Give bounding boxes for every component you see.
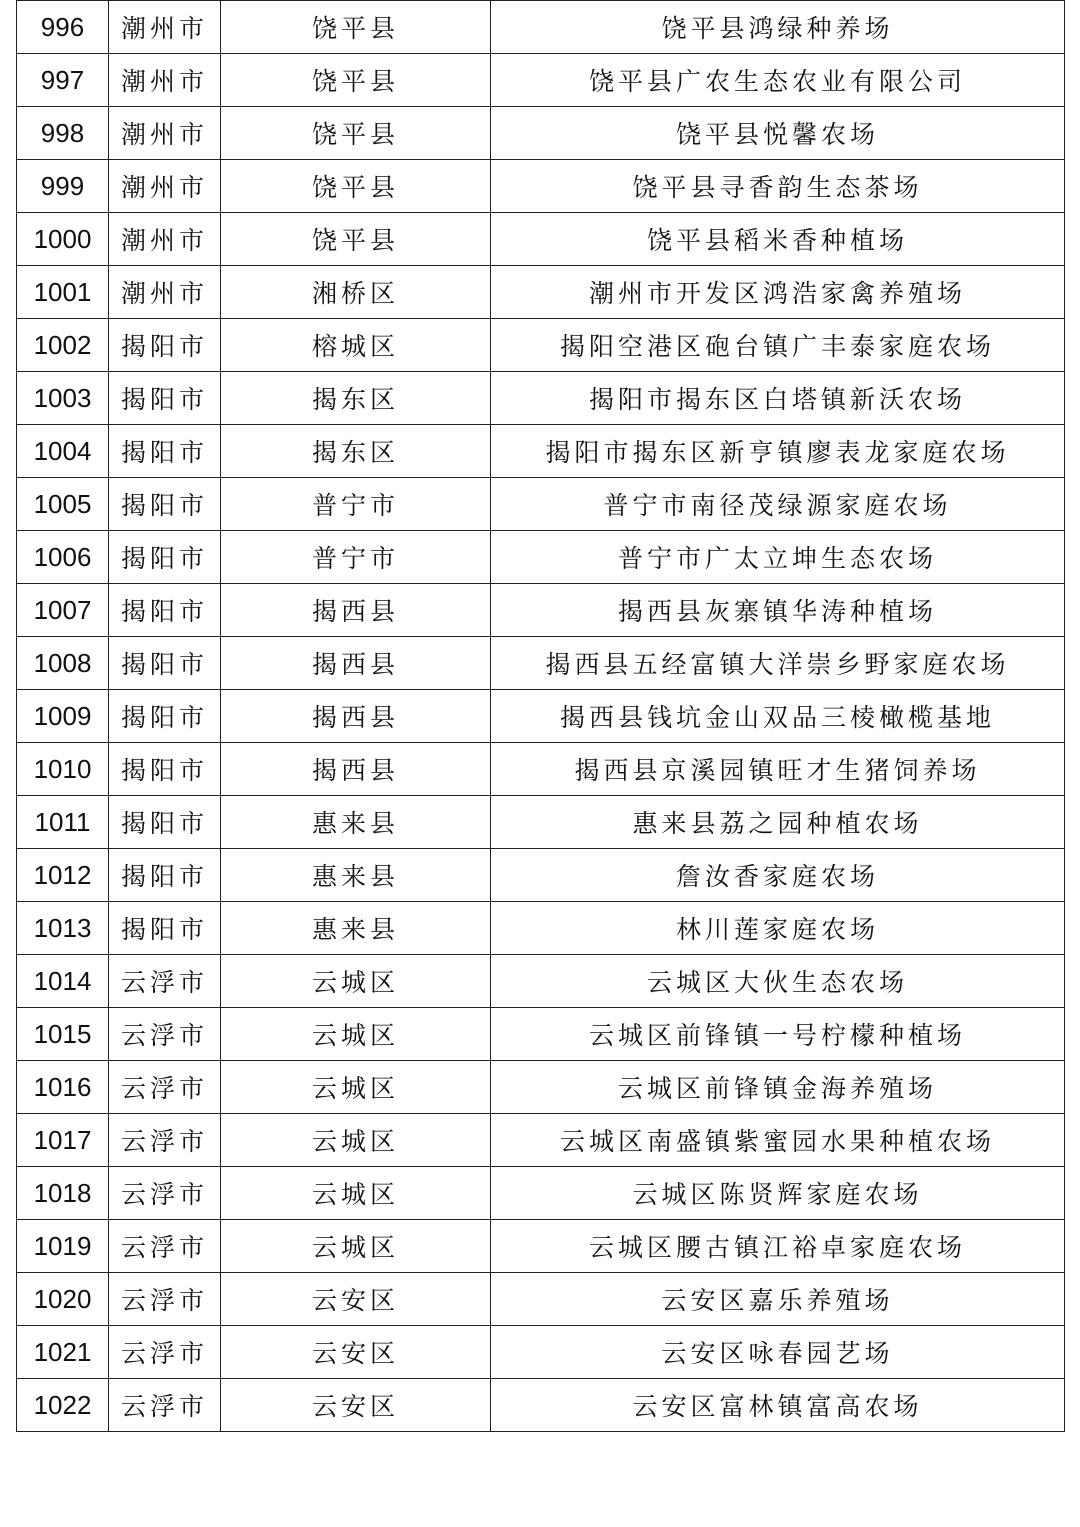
table-row xyxy=(17,849,1065,902)
city-cell: 潮州市 xyxy=(109,54,221,107)
city-cell: 潮州市 xyxy=(109,266,221,319)
table-row xyxy=(17,319,1065,372)
city-cell: 潮州市 xyxy=(109,107,221,160)
row-number: 1002 xyxy=(17,319,109,372)
county-cell: 饶平县 xyxy=(221,213,491,266)
table-row xyxy=(17,1273,1065,1326)
county-cell: 榕城区 xyxy=(221,319,491,372)
farm-name-cell: 云安区咏春园艺场 xyxy=(491,1326,1065,1379)
city-cell: 云浮市 xyxy=(109,1379,221,1432)
document-page xyxy=(16,0,1064,1432)
city-cell: 揭阳市 xyxy=(109,319,221,372)
county-cell: 云城区 xyxy=(221,1220,491,1273)
county-cell: 揭东区 xyxy=(221,372,491,425)
farm-list-table xyxy=(16,0,1065,1432)
county-cell: 揭西县 xyxy=(221,637,491,690)
row-number: 1019 xyxy=(17,1220,109,1273)
row-number: 1018 xyxy=(17,1167,109,1220)
county-cell: 惠来县 xyxy=(221,796,491,849)
county-cell: 饶平县 xyxy=(221,160,491,213)
city-cell: 云浮市 xyxy=(109,1167,221,1220)
city-cell: 揭阳市 xyxy=(109,796,221,849)
county-cell: 饶平县 xyxy=(221,54,491,107)
county-cell: 揭西县 xyxy=(221,584,491,637)
county-cell: 惠来县 xyxy=(221,849,491,902)
farm-name-cell: 云城区腰古镇江裕卓家庭农场 xyxy=(491,1220,1065,1273)
table-row xyxy=(17,1008,1065,1061)
row-number: 1001 xyxy=(17,266,109,319)
table-row xyxy=(17,531,1065,584)
city-cell: 揭阳市 xyxy=(109,372,221,425)
table-row xyxy=(17,1326,1065,1379)
city-cell: 云浮市 xyxy=(109,1061,221,1114)
farm-name-cell: 云城区大伙生态农场 xyxy=(491,955,1065,1008)
row-number: 1011 xyxy=(17,796,109,849)
farm-name-cell: 云城区前锋镇一号柠檬种植场 xyxy=(491,1008,1065,1061)
row-number: 1016 xyxy=(17,1061,109,1114)
farm-name-cell: 饶平县寻香韵生态茶场 xyxy=(491,160,1065,213)
farm-name-cell: 潮州市开发区鸿浩家禽养殖场 xyxy=(491,266,1065,319)
table-row xyxy=(17,478,1065,531)
table-row xyxy=(17,690,1065,743)
county-cell: 揭东区 xyxy=(221,425,491,478)
farm-name-cell: 揭西县灰寨镇华涛种植场 xyxy=(491,584,1065,637)
county-cell: 云城区 xyxy=(221,1008,491,1061)
farm-name-cell: 林川莲家庭农场 xyxy=(491,902,1065,955)
city-cell: 揭阳市 xyxy=(109,584,221,637)
row-number: 1003 xyxy=(17,372,109,425)
row-number: 1000 xyxy=(17,213,109,266)
county-cell: 湘桥区 xyxy=(221,266,491,319)
county-cell: 云安区 xyxy=(221,1326,491,1379)
row-number: 999 xyxy=(17,160,109,213)
farm-name-cell: 云安区嘉乐养殖场 xyxy=(491,1273,1065,1326)
city-cell: 云浮市 xyxy=(109,955,221,1008)
farm-name-cell: 云城区南盛镇紫蜜园水果种植农场 xyxy=(491,1114,1065,1167)
county-cell: 普宁市 xyxy=(221,478,491,531)
row-number: 1017 xyxy=(17,1114,109,1167)
farm-name-cell: 云城区前锋镇金海养殖场 xyxy=(491,1061,1065,1114)
row-number: 1021 xyxy=(17,1326,109,1379)
table-row xyxy=(17,584,1065,637)
table-row xyxy=(17,160,1065,213)
table-row xyxy=(17,637,1065,690)
city-cell: 揭阳市 xyxy=(109,849,221,902)
farm-name-cell: 揭阳市揭东区新亨镇廖表龙家庭农场 xyxy=(491,425,1065,478)
county-cell: 云城区 xyxy=(221,1167,491,1220)
row-number: 1015 xyxy=(17,1008,109,1061)
row-number: 1007 xyxy=(17,584,109,637)
table-row xyxy=(17,955,1065,1008)
county-cell: 云安区 xyxy=(221,1379,491,1432)
city-cell: 揭阳市 xyxy=(109,690,221,743)
city-cell: 揭阳市 xyxy=(109,902,221,955)
farm-name-cell: 揭西县京溪园镇旺才生猪饲养场 xyxy=(491,743,1065,796)
county-cell: 云城区 xyxy=(221,1114,491,1167)
table-row xyxy=(17,1,1065,54)
row-number: 998 xyxy=(17,107,109,160)
farm-name-cell: 饶平县鸿绿种养场 xyxy=(491,1,1065,54)
farm-name-cell: 揭西县五经富镇大洋崇乡野家庭农场 xyxy=(491,637,1065,690)
county-cell: 揭西县 xyxy=(221,690,491,743)
row-number: 1020 xyxy=(17,1273,109,1326)
city-cell: 云浮市 xyxy=(109,1273,221,1326)
row-number: 997 xyxy=(17,54,109,107)
city-cell: 揭阳市 xyxy=(109,637,221,690)
city-cell: 潮州市 xyxy=(109,213,221,266)
city-cell: 揭阳市 xyxy=(109,531,221,584)
city-cell: 云浮市 xyxy=(109,1114,221,1167)
farm-name-cell: 詹汝香家庭农场 xyxy=(491,849,1065,902)
farm-name-cell: 饶平县悦馨农场 xyxy=(491,107,1065,160)
table-row xyxy=(17,372,1065,425)
city-cell: 揭阳市 xyxy=(109,743,221,796)
farm-name-cell: 揭阳市揭东区白塔镇新沃农场 xyxy=(491,372,1065,425)
row-number: 1022 xyxy=(17,1379,109,1432)
farm-name-cell: 惠来县荔之园种植农场 xyxy=(491,796,1065,849)
table-row xyxy=(17,743,1065,796)
row-number: 1013 xyxy=(17,902,109,955)
county-cell: 揭西县 xyxy=(221,743,491,796)
table-row xyxy=(17,266,1065,319)
county-cell: 饶平县 xyxy=(221,107,491,160)
farm-name-cell: 云城区陈贤辉家庭农场 xyxy=(491,1167,1065,1220)
county-cell: 云安区 xyxy=(221,1273,491,1326)
table-row xyxy=(17,1379,1065,1432)
table-row xyxy=(17,1220,1065,1273)
farm-name-cell: 饶平县广农生态农业有限公司 xyxy=(491,54,1065,107)
table-row xyxy=(17,54,1065,107)
table-row xyxy=(17,107,1065,160)
farm-name-cell: 云安区富林镇富高农场 xyxy=(491,1379,1065,1432)
table-row xyxy=(17,902,1065,955)
row-number: 1010 xyxy=(17,743,109,796)
farm-name-cell: 普宁市南径茂绿源家庭农场 xyxy=(491,478,1065,531)
city-cell: 揭阳市 xyxy=(109,425,221,478)
row-number: 996 xyxy=(17,1,109,54)
farm-name-cell: 揭阳空港区砲台镇广丰泰家庭农场 xyxy=(491,319,1065,372)
row-number: 1004 xyxy=(17,425,109,478)
table-row xyxy=(17,1061,1065,1114)
table-row xyxy=(17,425,1065,478)
farm-name-cell: 揭西县钱坑金山双品三棱橄榄基地 xyxy=(491,690,1065,743)
city-cell: 云浮市 xyxy=(109,1008,221,1061)
table-row xyxy=(17,213,1065,266)
row-number: 1008 xyxy=(17,637,109,690)
table-row xyxy=(17,1167,1065,1220)
county-cell: 普宁市 xyxy=(221,531,491,584)
county-cell: 惠来县 xyxy=(221,902,491,955)
city-cell: 潮州市 xyxy=(109,160,221,213)
farm-name-cell: 饶平县稻米香种植场 xyxy=(491,213,1065,266)
city-cell: 潮州市 xyxy=(109,1,221,54)
county-cell: 饶平县 xyxy=(221,1,491,54)
county-cell: 云城区 xyxy=(221,955,491,1008)
row-number: 1005 xyxy=(17,478,109,531)
county-cell: 云城区 xyxy=(221,1061,491,1114)
city-cell: 揭阳市 xyxy=(109,478,221,531)
row-number: 1014 xyxy=(17,955,109,1008)
table-body xyxy=(17,1,1065,1432)
row-number: 1012 xyxy=(17,849,109,902)
row-number: 1009 xyxy=(17,690,109,743)
table-row xyxy=(17,796,1065,849)
row-number: 1006 xyxy=(17,531,109,584)
city-cell: 云浮市 xyxy=(109,1220,221,1273)
table-row xyxy=(17,1114,1065,1167)
farm-name-cell: 普宁市广太立坤生态农场 xyxy=(491,531,1065,584)
city-cell: 云浮市 xyxy=(109,1326,221,1379)
